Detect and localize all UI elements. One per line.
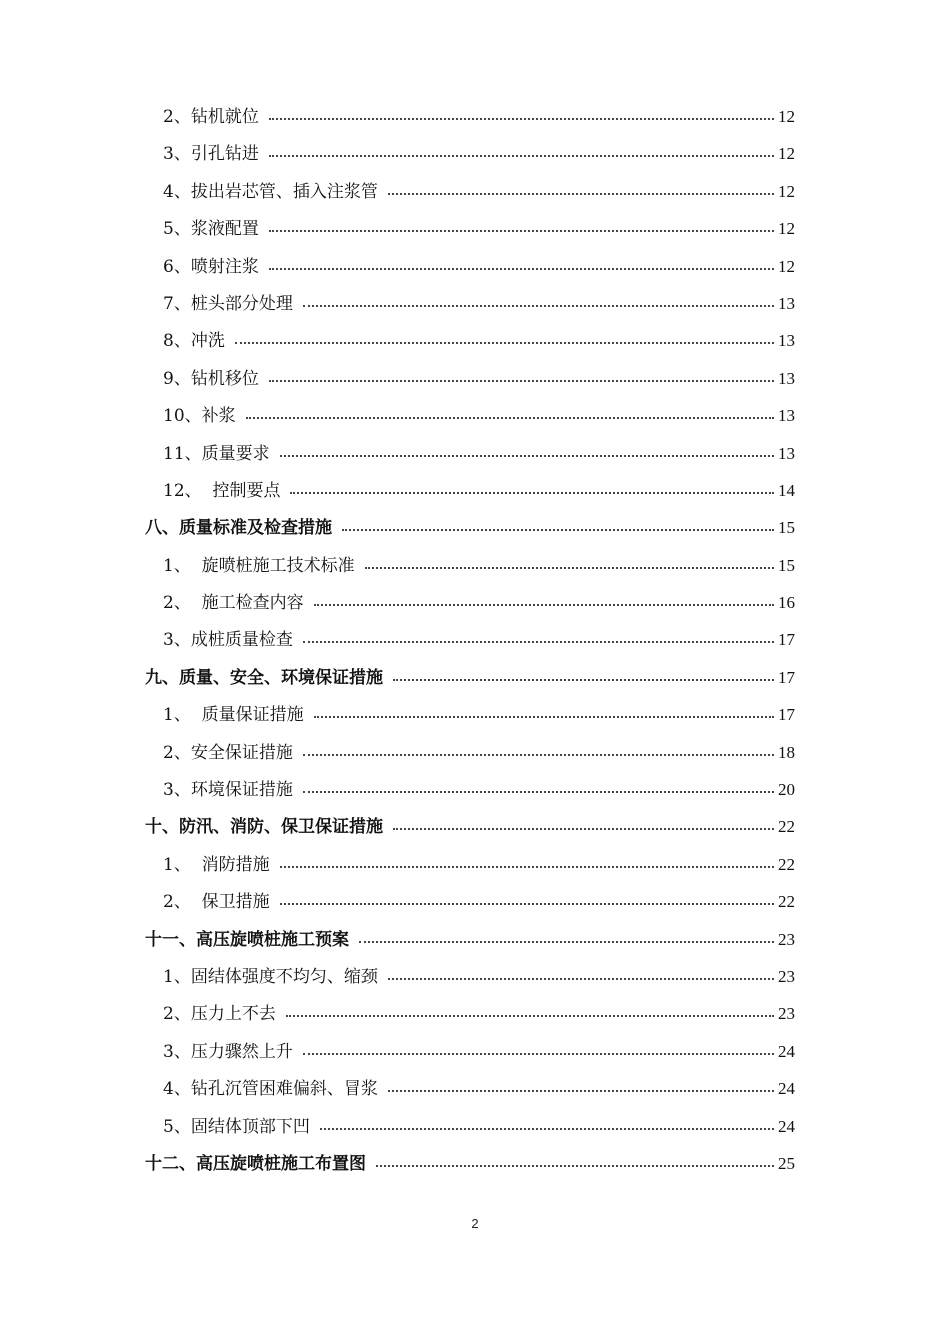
dot-leader: [342, 529, 774, 531]
toc-entry-page: 12: [778, 181, 795, 201]
toc-section-entry[interactable]: [0, 883, 950, 920]
toc-section-entry[interactable]: [0, 98, 950, 135]
dot-leader: [286, 1015, 774, 1017]
toc-entry-title: 11、质量要求: [163, 443, 270, 464]
toc-entry-line: [163, 368, 795, 390]
toc-section-entry[interactable]: [0, 285, 950, 322]
toc-entry-line: [163, 405, 795, 427]
dot-leader: [388, 1090, 774, 1092]
dot-leader: [280, 866, 774, 868]
dot-leader: [388, 193, 774, 195]
toc-entry-line: [163, 779, 795, 801]
dot-leader: [269, 155, 774, 157]
toc-entry-page: 24: [778, 1079, 795, 1099]
toc-entry-title: 9、钻机移位: [163, 368, 259, 389]
toc-entry-page: 12: [778, 144, 795, 164]
dot-leader: [376, 1165, 774, 1167]
toc-entry-page: 24: [778, 1041, 795, 1061]
toc-entry-title: 3、环境保证措施: [163, 780, 293, 801]
toc-entry-line: [163, 143, 795, 165]
toc-section-entry[interactable]: [0, 322, 950, 359]
toc-entry-line: [163, 1116, 795, 1138]
dot-leader: [269, 118, 774, 120]
toc-entry-page: 12: [778, 107, 795, 126]
toc-entry-page: 12: [778, 256, 795, 276]
toc-entry-title: 1、 旋喷桩施工技术标准: [163, 555, 355, 576]
dot-leader: [303, 305, 774, 307]
toc-chapter-entry[interactable]: [0, 808, 950, 845]
dot-leader: [303, 754, 774, 756]
toc-chapter-entry[interactable]: [0, 659, 950, 696]
toc-entry-title: 1、固结体强度不均匀、缩颈: [163, 966, 378, 987]
toc-entry-title: 3、成桩质量检查: [163, 630, 293, 651]
dot-leader: [269, 268, 774, 270]
dot-leader: [393, 828, 774, 830]
toc-section-entry[interactable]: [0, 360, 950, 397]
toc-section-entry[interactable]: [0, 621, 950, 658]
dot-leader: [359, 941, 774, 943]
toc-entry-title: 2、钻机就位: [163, 107, 259, 127]
toc-entry-line: [163, 1041, 795, 1063]
dot-leader: [303, 641, 774, 643]
toc-entry-title: 5、浆液配置: [163, 219, 259, 240]
toc-entry-page: 15: [778, 518, 795, 538]
toc-entry-line: [163, 218, 795, 240]
dot-leader: [235, 342, 774, 344]
toc-section-entry[interactable]: [0, 734, 950, 771]
toc-entry-title: 2、安全保证措施: [163, 742, 293, 763]
dot-leader: [290, 492, 774, 494]
toc-entry-line: [145, 517, 795, 539]
toc-entry-page: 25: [778, 1153, 795, 1173]
toc-section-entry[interactable]: [0, 435, 950, 472]
toc-entry-title: 八、质量标准及检查措施: [145, 518, 332, 539]
toc-entry-line: [163, 742, 795, 764]
toc-entry-page: 20: [778, 780, 795, 800]
toc-section-entry[interactable]: [0, 173, 950, 210]
toc-entry-line: [163, 106, 795, 128]
toc-entry-line: [163, 854, 795, 876]
dot-leader: [365, 567, 774, 569]
toc-section-entry[interactable]: [0, 696, 950, 733]
dot-leader: [314, 716, 774, 718]
toc-entry-line: [163, 330, 795, 352]
toc-entry-title: 6、喷射注浆: [163, 256, 259, 277]
toc-chapter-entry[interactable]: [0, 1145, 950, 1182]
toc-entry-title: 十、防汛、消防、保卫保证措施: [145, 817, 383, 838]
toc-entry-page: 13: [778, 406, 795, 426]
toc-entry-line: [163, 592, 795, 614]
toc-entry-title: 4、拔出岩芯管、插入注浆管: [163, 181, 378, 202]
toc-entry-line: [163, 1078, 795, 1100]
dot-leader: [393, 679, 774, 681]
toc-entry-line: [163, 256, 795, 278]
dot-leader: [320, 1128, 774, 1130]
dot-leader: [303, 791, 774, 793]
toc-entry-page: 13: [778, 293, 795, 313]
toc-entry-page: 13: [778, 443, 795, 463]
toc-entry-line: [163, 293, 795, 315]
toc-entry-page: 17: [778, 667, 795, 687]
toc-entry-page: 15: [778, 555, 795, 575]
toc-entry-page: 13: [778, 331, 795, 351]
toc-entry-page: 23: [778, 929, 795, 949]
toc-entry-page: 24: [778, 1116, 795, 1136]
toc-entry-page: 17: [778, 705, 795, 725]
toc-entry-title: 10、补浆: [163, 406, 236, 427]
toc-entry-title: 九、质量、安全、环境保证措施: [145, 667, 383, 688]
toc-entry-page: 18: [778, 742, 795, 762]
toc-section-entry[interactable]: [0, 472, 950, 509]
toc-entry-page: 17: [778, 630, 795, 650]
toc-entry-page: 14: [778, 480, 795, 500]
toc-entry-line: [163, 181, 795, 203]
dot-leader: [388, 978, 774, 980]
toc-entry-title: 1、 消防措施: [163, 854, 270, 875]
toc-entry-title: 2、 施工检查内容: [163, 593, 304, 614]
toc-section-entry[interactable]: [0, 135, 950, 172]
toc-entry-title: 4、钻孔沉管困难偏斜、冒浆: [163, 1079, 378, 1100]
toc-entry-line: [145, 929, 795, 951]
toc-entry-page: 23: [778, 966, 795, 986]
dot-leader: [280, 455, 774, 457]
dot-leader: [269, 380, 774, 382]
dot-leader: [314, 604, 774, 606]
toc-entry-page: 13: [778, 368, 795, 388]
toc-entry-line: [145, 1153, 795, 1175]
toc-entry-title: 8、冲洗: [163, 331, 225, 352]
toc-entry-title: 7、桩头部分处理: [163, 293, 293, 314]
toc-section-entry[interactable]: [0, 1108, 950, 1145]
toc-section-entry[interactable]: [0, 1070, 950, 1107]
toc-entry-title: 12、 控制要点: [163, 480, 281, 501]
dot-leader: [303, 1053, 774, 1055]
page-number: 2: [471, 1216, 479, 1231]
toc-entry-page: 12: [778, 219, 795, 239]
toc-section-entry[interactable]: [0, 771, 950, 808]
toc-entry-page: 23: [778, 1004, 795, 1024]
toc-entry-title: 十二、高压旋喷桩施工布置图: [145, 1153, 366, 1174]
toc-entry-line: [163, 1003, 795, 1025]
toc-section-entry[interactable]: [0, 397, 950, 434]
toc-entry-page: 22: [778, 854, 795, 874]
toc-entry-line: [163, 443, 795, 465]
toc-section-entry[interactable]: [0, 846, 950, 883]
toc-entry-line: [163, 891, 795, 913]
toc-section-entry[interactable]: [0, 547, 950, 584]
toc-entry-line: [145, 816, 795, 838]
toc-entry-title: 1、 质量保证措施: [163, 705, 304, 726]
dot-leader: [246, 417, 774, 419]
table-of-contents: [0, 98, 950, 1182]
toc-chapter-entry[interactable]: [0, 509, 950, 546]
dot-leader: [280, 903, 774, 905]
toc-entry-line: [145, 667, 795, 689]
toc-section-entry[interactable]: [0, 995, 950, 1032]
toc-entry-line: [163, 704, 795, 726]
toc-entry-page: 22: [778, 892, 795, 912]
toc-section-entry[interactable]: [0, 958, 950, 995]
toc-entry-title: 3、压力骤然上升: [163, 1041, 293, 1062]
toc-entry-line: [163, 966, 795, 988]
toc-entry-page: 16: [778, 593, 795, 613]
toc-section-entry[interactable]: [0, 584, 950, 621]
toc-entry-line: [163, 629, 795, 651]
toc-entry-line: [163, 480, 795, 502]
toc-entry-page: 22: [778, 817, 795, 837]
toc-section-entry[interactable]: [0, 1033, 950, 1070]
toc-entry-title: 2、 保卫措施: [163, 892, 270, 913]
dot-leader: [269, 230, 774, 232]
toc-entry-title: 3、引孔钻进: [163, 144, 259, 165]
toc-chapter-entry[interactable]: [0, 921, 950, 958]
toc-entry-line: [163, 555, 795, 577]
toc-entry-title: 5、固结体顶部下凹: [163, 1116, 310, 1137]
toc-section-entry[interactable]: [0, 248, 950, 285]
toc-entry-title: 十一、高压旋喷桩施工预案: [145, 929, 349, 950]
toc-section-entry[interactable]: [0, 210, 950, 247]
toc-entry-title: 2、压力上不去: [163, 1004, 276, 1025]
